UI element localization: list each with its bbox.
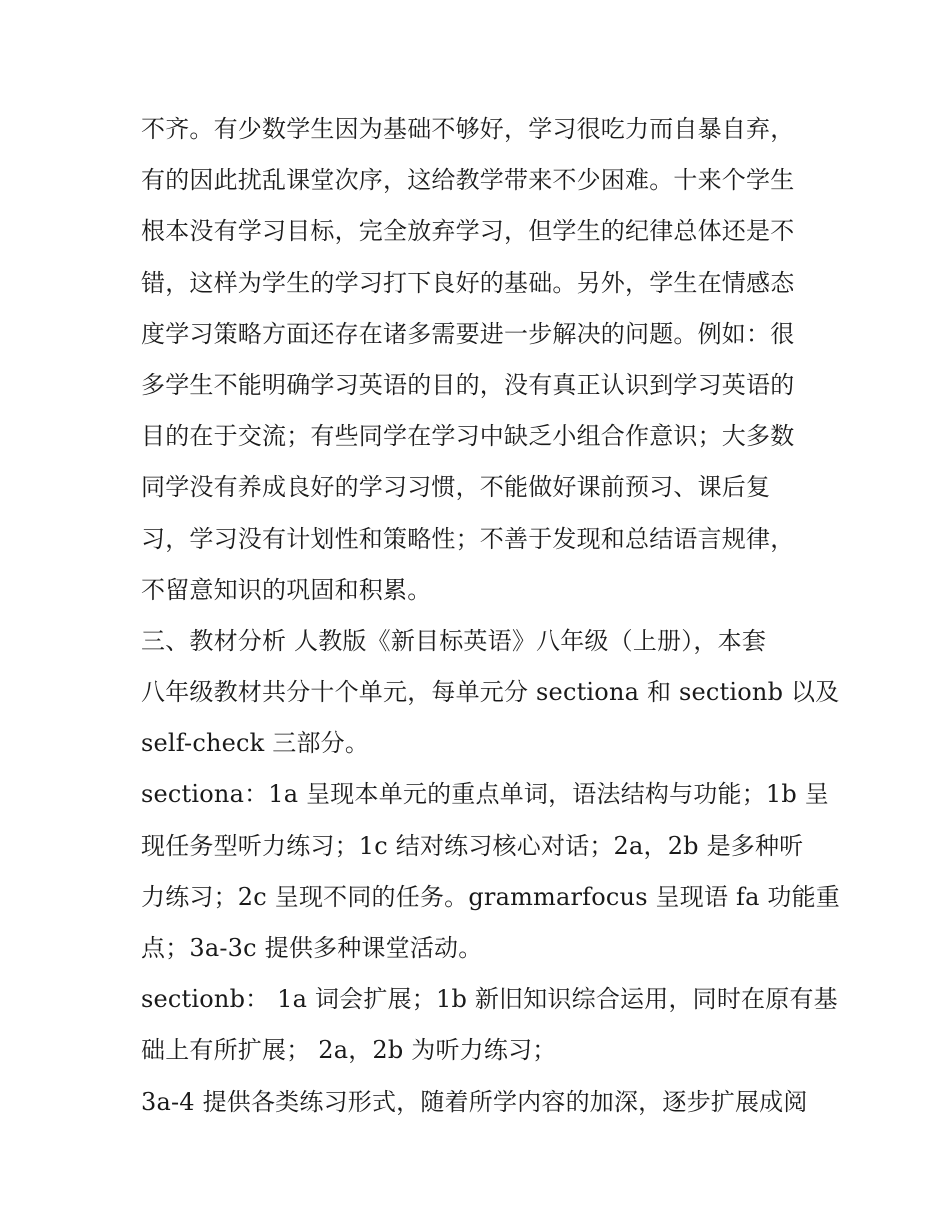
text-line: self-check 三部分。	[141, 729, 370, 758]
text-line: 力练习；2c 呈现不同的任务。grammarfocus 呈现语 fa 功能重	[141, 882, 841, 911]
text-line: sectionb： 1a 词会扩展；1b 新旧知识综合运用，同时在原有基	[141, 985, 838, 1014]
text-line: 3a-4 提供各类练习形式，随着所学内容的加深，逐步扩展成阅	[141, 1087, 808, 1116]
text-line: 础上有所扩展； 2a，2b 为听力练习；	[141, 1036, 557, 1065]
text-line: sectiona：1a 呈现本单元的重点单词，语法结构与功能；1b 呈	[141, 780, 829, 809]
text-line: 有的因此扰乱课堂次序，这给教学带来不少困难。十来个学生	[141, 166, 795, 195]
text-line: 同学没有养成良好的学习习惯，不能做好课前预习、课后复	[141, 473, 771, 502]
text-line: 不齐。有少数学生因为基础不够好，学习很吃力而自暴自弃，	[141, 115, 795, 143]
text-line: 度学习策略方面还存在诸多需要进一步解决的问题。例如：很	[141, 319, 795, 348]
text-line: 根本没有学习目标，完全放弃学习，但学生的纪律总体还是不	[141, 217, 795, 246]
text-line: 错，这样为学生的学习打下良好的基础。另外，学生在情感态	[141, 268, 795, 297]
text-line: 不留意知识的巩固和积累。	[141, 575, 432, 604]
document-body	[141, 104, 841, 1128]
text-line: 现任务型听力练习；1c 结对练习核心对话；2a，2b 是多种听	[141, 831, 804, 860]
text-line: 目的在于交流；有些同学在学习中缺乏小组合作意识；大多数	[141, 422, 795, 451]
text-line: 多学生不能明确学习英语的目的，没有真正认识到学习英语的	[141, 370, 795, 399]
section-heading: 三、教材分析 人教版《新目标英语》八年级（上册），本套	[141, 626, 767, 655]
text-line: 八年级教材共分十个单元，每单元分 sectiona 和 sectionb 以及	[141, 678, 840, 707]
text-line: 点；3a-3c 提供多种课堂活动。	[141, 934, 483, 962]
text-line: 习，学习没有计划性和策略性；不善于发现和总结语言规律，	[141, 524, 795, 553]
